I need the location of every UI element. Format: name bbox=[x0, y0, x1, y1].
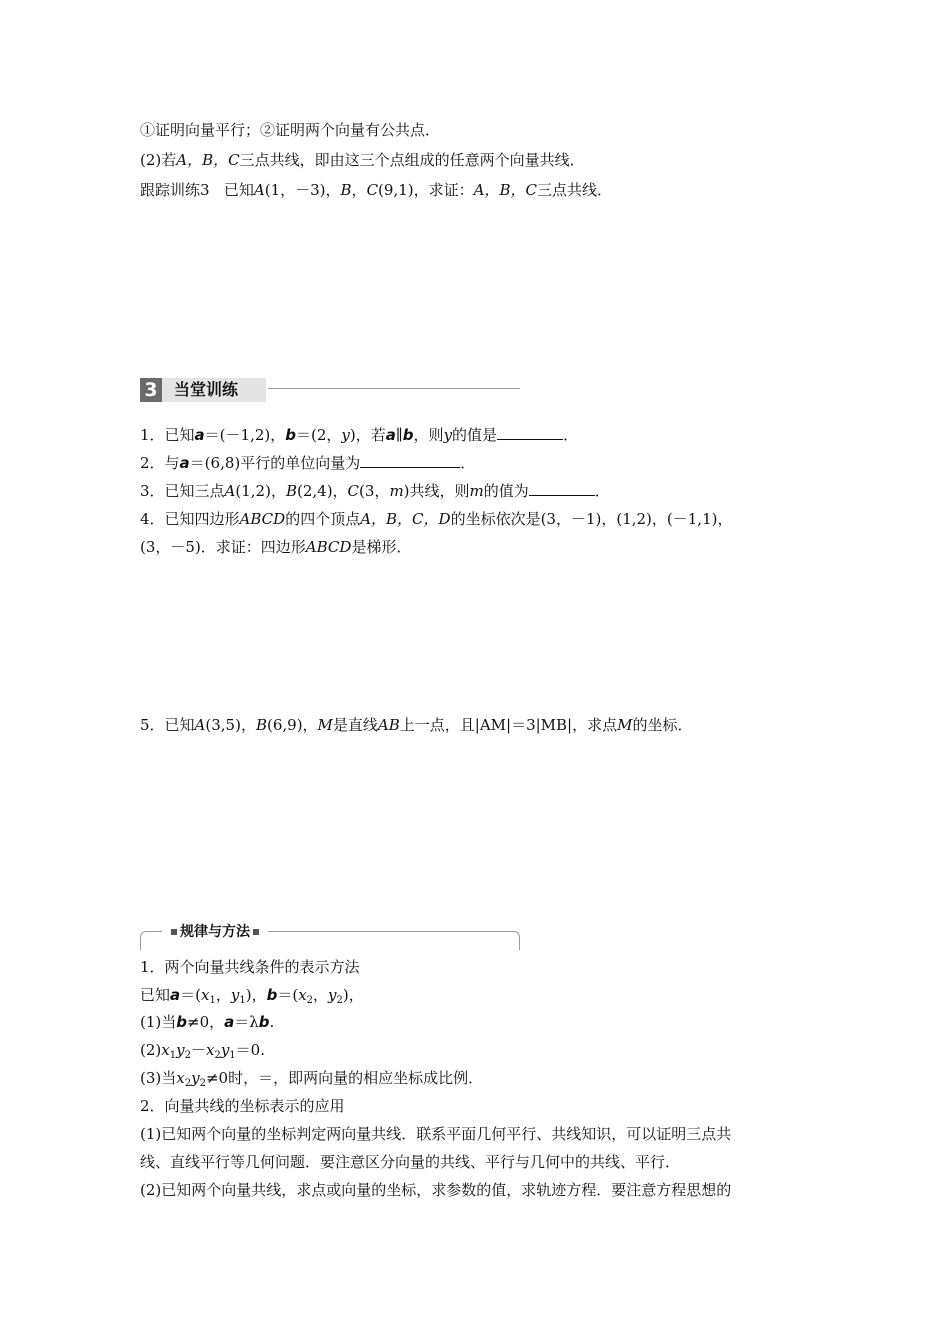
top-line-2: (2)若A，B，C三点共线，即由这三个点组成的任意两个向量共线． bbox=[140, 151, 585, 169]
answer-blank[interactable] bbox=[497, 425, 563, 440]
exercise-4: 4．已知四边形ABCD的四个顶点A，B，C，D的坐标依次是(3，－1)，(1,2)，(－1,1)， bbox=[140, 510, 733, 528]
answer-blank[interactable] bbox=[360, 453, 460, 468]
exercise-2: 2．与a＝(6,8)平行的单位向量为 ． bbox=[140, 454, 476, 472]
answer-blank[interactable] bbox=[529, 481, 595, 496]
bullet-icon bbox=[171, 929, 177, 935]
section-number: 3 bbox=[140, 378, 162, 402]
rules-p1: 1．两个向量共线条件的表示方法 bbox=[140, 958, 360, 976]
practice-3: 跟踪训练3 已知A(1，－3)，B，C(9,1)，求证：A，B，C三点共线． bbox=[140, 181, 612, 199]
rules-title: 规律与方法 bbox=[180, 924, 250, 940]
rules-p3: (1)当b≠0，a＝λb. bbox=[140, 1013, 275, 1031]
top-line-1: ①证明向量平行；②证明两个向量有公共点． bbox=[140, 121, 441, 139]
exercise-3: 3．已知三点A(1,2)，B(2,4)，C(3，m)共线，则m的值为 ． bbox=[140, 482, 610, 500]
rules-p5: (3)当$x_2y_2\ne 0$时，＝，即两向量的相应坐标成比例． bbox=[140, 1069, 484, 1089]
rules-p6: 2．向量共线的坐标表示的应用 bbox=[140, 1097, 345, 1115]
exercise-4-cont: (3，－5)．求证：四边形ABCD是梯形． bbox=[140, 538, 412, 556]
section-divider bbox=[268, 388, 520, 389]
bullet-icon bbox=[253, 929, 259, 935]
rules-p2: 已知$a=(x_1$，$y_1$)，$b=(x_2$，$y_2$)， bbox=[140, 986, 364, 1006]
rules-p9: (2)已知两个向量共线，求点或向量的坐标，求参数的值，求轨迹方程．要注意方程思想的 bbox=[140, 1181, 732, 1199]
rules-p7: (1)已知两个向量的坐标判定两向量共线．联系平面几何平行、共线知识，可以证明三点共 bbox=[140, 1125, 732, 1143]
rules-p8: 线、直线平行等几何问题．要注意区分向量的共线、平行与几何中的共线、平行． bbox=[140, 1153, 681, 1171]
rules-p4: $(2)x_1y_2-x_2y_1=0$. bbox=[140, 1041, 265, 1061]
section-title: 当堂训练 bbox=[162, 378, 266, 402]
exercise-5: 5．已知A(3,5)，B(6,9)，M是直线AB上一点，且|AM|＝3|MB|，求点M的坐标． bbox=[140, 716, 693, 734]
rules-box-header bbox=[140, 920, 520, 950]
practice-label: 跟踪训练3 bbox=[140, 181, 210, 199]
exercise-1: 1．已知a＝(－1,2)，b＝(2，y)，若a∥b，则y的值是 ． bbox=[140, 426, 579, 444]
